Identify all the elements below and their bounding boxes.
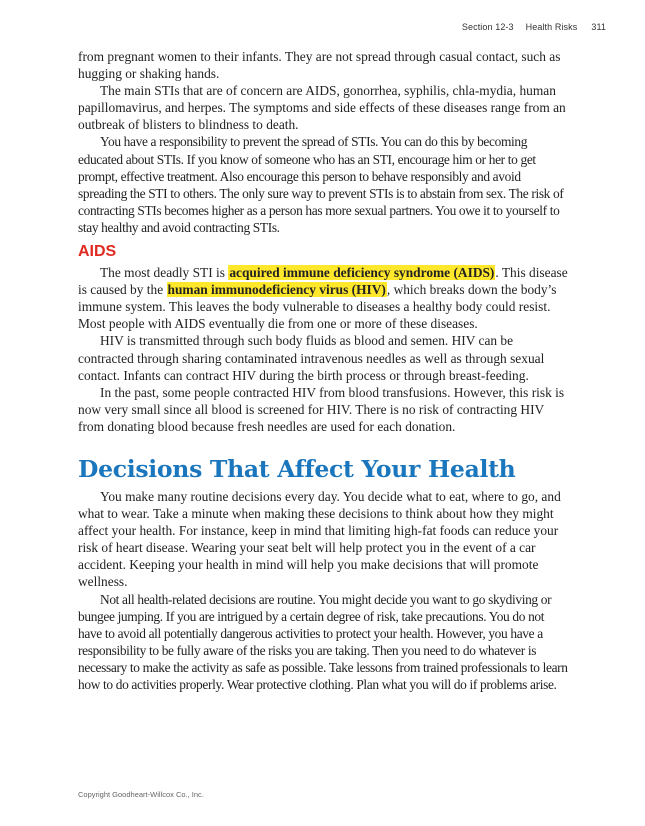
decisions-heading: Decisions That Affect Your Health bbox=[78, 454, 516, 483]
intro-paragraph-3: You have a responsibility to prevent the spread of STIs. You can do this by becoming educated about STIs. If you know of someone who has an STI, encourage him or her to get prompt, effective treatment. Also encourage this person to behave responsibly and avoid spreading the STI to others. The only sure way to prevent STIs is to abstain from sex. The risk of contracting STIs becomes higher as a person has more sexual partners. You owe it to yourself to stay healthy and avoid contracting STIs. bbox=[78, 134, 564, 235]
aids-paragraph-3: In the past, some people contracted HIV from blood transfusions. However, this risk is now very small since all blood is screened for HIV. There is no risk of contracting HIV from donating blood because fresh needles are used for each donation. bbox=[78, 384, 565, 434]
page-body bbox=[78, 48, 568, 693]
highlighted-term-aids: acquired immune deficiency syndrome (AIDS) bbox=[229, 265, 495, 281]
page-number: 311 bbox=[591, 22, 606, 32]
aids-paragraph-2: HIV is transmitted through such body fluids as blood and semen. HIV can be contracted through sharing contaminated intravenous needles as well as through sexual contact. Infants can contract HIV during the birth process or through breast-feeding. bbox=[78, 333, 545, 383]
header-title: Health Risks bbox=[525, 22, 578, 32]
aids-text-part-2: . This disease is caused by the bbox=[78, 265, 568, 298]
decisions-paragraph-1: You make many routine decisions every day. You decide what to eat, where to go, and what to wear. Take a minute when making these decisions to think about how they might affect your health. For instance, keep in mind that limiting high-fat foods can reduce your risk of heart disease. Wearing your seat belt will help protect you in the event of a car accident. Keeping your health in mind will help you make decisions that will promote wellness. bbox=[78, 488, 561, 590]
aids-text-part-1: The most deadly STI is bbox=[100, 265, 229, 281]
aids-text-part-3: , which breaks down the body’s immune system. This leaves the body vulnerable to diseases a healthy body could resist. Most people with AIDS eventually die from one or more of these diseases. bbox=[78, 282, 557, 332]
highlighted-term-hiv: human immunodeficiency virus (HIV) bbox=[167, 282, 386, 298]
intro-paragraph-2: The main STIs that are of concern are AIDS, gonorrhea, syphilis, chla-mydia, human papillomavirus, and herpes. The symptoms and side effects of these diseases range from an outbreak of blisters to blindness to death. bbox=[78, 83, 566, 133]
decisions-paragraph-2: Not all health-related decisions are routine. You might decide you want to go skydiving or bungee jumping. If you are intrigued by a certain degree of risk, take precautions. You do not have to avoid all potentially dangerous activities to protect your health. However, you have a responsibility to be fully aware of the risks you are taking. Then you need to do whatever is necessary to make the activity as safe as possible. Take lessons from trained professionals to learn how to do activities properly. Wear protective clothing. Plan what you will do if problems arise. bbox=[78, 591, 568, 692]
aids-paragraph-1 bbox=[78, 264, 568, 332]
intro-paragraph-1: from pregnant women to their infants. They are not spread through casual contact, such as hugging or shaking hands. bbox=[78, 49, 561, 82]
copyright-footer: Copyright Goodheart-Willcox Co., Inc. bbox=[78, 790, 204, 799]
running-header bbox=[462, 22, 606, 32]
aids-heading: AIDS bbox=[78, 243, 117, 261]
header-section-label: Section 12-3 bbox=[461, 22, 514, 32]
